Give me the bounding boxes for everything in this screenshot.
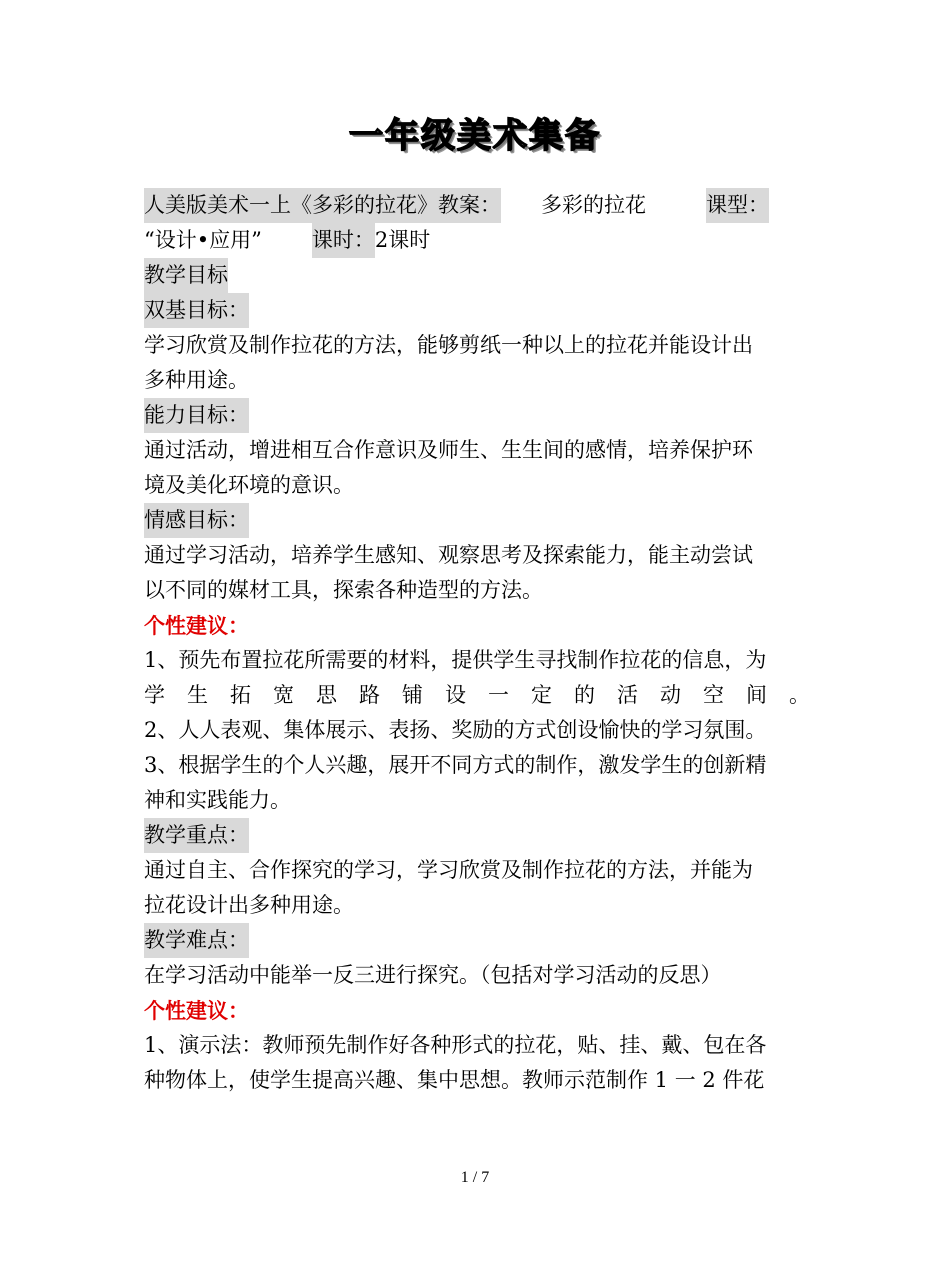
difficulty-label: 教学难点：: [144, 923, 249, 958]
char: 活: [617, 683, 638, 707]
char: 。: [789, 683, 810, 707]
char: 宽: [273, 683, 294, 707]
paragraph-line: 通过活动，增进相互合作意识及师生、生生间的感情，培养保护环: [144, 438, 753, 462]
document-title: 一年级美术集备: [349, 116, 601, 156]
char: 动: [660, 683, 681, 707]
paragraph-line: 在学习活动中能举一反三进行探究。（包括对学习活动的反思）: [144, 963, 722, 987]
lesson-hours-label: 课时：: [312, 223, 375, 258]
header-line-1: [144, 188, 810, 223]
paragraph-line: 多种用途。: [144, 368, 249, 392]
paragraph-line: 境及美化环境的意识。: [144, 473, 354, 497]
char: 铺: [402, 683, 423, 707]
paragraph-line: 1、预先布置拉花所需要的材料，提供学生寻找制作拉花的信息，为: [144, 648, 767, 672]
document-body: [144, 188, 810, 1098]
header-line-2: [144, 223, 810, 258]
paragraph-line: 通过自主、合作探究的学习，学习欣赏及制作拉花的方法，并能为: [144, 858, 753, 882]
lesson-plan-label: 人美版美术一上《多彩的拉花》教案：: [144, 188, 501, 223]
paragraph-line: 2、人人表观、集体展示、表扬、奖励的方式创设愉快的学习氛围。: [144, 718, 767, 742]
char: 定: [531, 683, 552, 707]
key-point-label: 教学重点：: [144, 818, 249, 853]
paragraph-line: 拉花设计出多种用途。: [144, 893, 354, 917]
paragraph-line: 以不同的媒材工具，探索各种造型的方法。: [144, 578, 543, 602]
objectives-heading: 教学目标: [144, 258, 228, 293]
advice-heading-2: 个性建议：: [144, 998, 249, 1023]
lesson-hours-value: 2课时: [374, 228, 431, 252]
lesson-type-label: 课型：: [706, 188, 769, 223]
char: 空: [703, 683, 724, 707]
paragraph-line: 种物体上，使学生提高兴趣、集中思想。教师示范制作 1 一 2 件花: [144, 1068, 765, 1092]
justified-line: [144, 678, 810, 713]
char: 的: [574, 683, 595, 707]
advice-heading: 个性建议：: [144, 613, 249, 638]
paragraph-line: 1、演示法：教师预先制作好各种形式的拉花，贴、挂、戴、包在各: [144, 1033, 767, 1057]
char: 设: [445, 683, 466, 707]
char: 生: [187, 683, 208, 707]
char: 学: [144, 683, 165, 707]
lesson-type-value: “设计•应用”: [144, 228, 262, 252]
char: 路: [359, 683, 380, 707]
lesson-topic: 多彩的拉花: [541, 193, 646, 217]
char: 间: [746, 683, 767, 707]
char: 一: [488, 683, 509, 707]
paragraph-line: 通过学习活动，培养学生感知、观察思考及探索能力，能主动尝试: [144, 543, 753, 567]
char: 思: [316, 683, 337, 707]
page-number: 1 / 7: [460, 1169, 490, 1186]
dual-objective-label: 双基目标：: [144, 293, 249, 328]
paragraph-line: 神和实践能力。: [144, 788, 291, 812]
ability-objective-label: 能力目标：: [144, 398, 249, 433]
paragraph-line: 3、根据学生的个人兴趣，展开不同方式的制作，激发学生的创新精: [144, 753, 767, 777]
paragraph-line: 学习欣赏及制作拉花的方法，能够剪纸一种以上的拉花并能设计出: [144, 333, 753, 357]
emotion-objective-label: 情感目标：: [144, 503, 249, 538]
char: 拓: [230, 683, 251, 707]
